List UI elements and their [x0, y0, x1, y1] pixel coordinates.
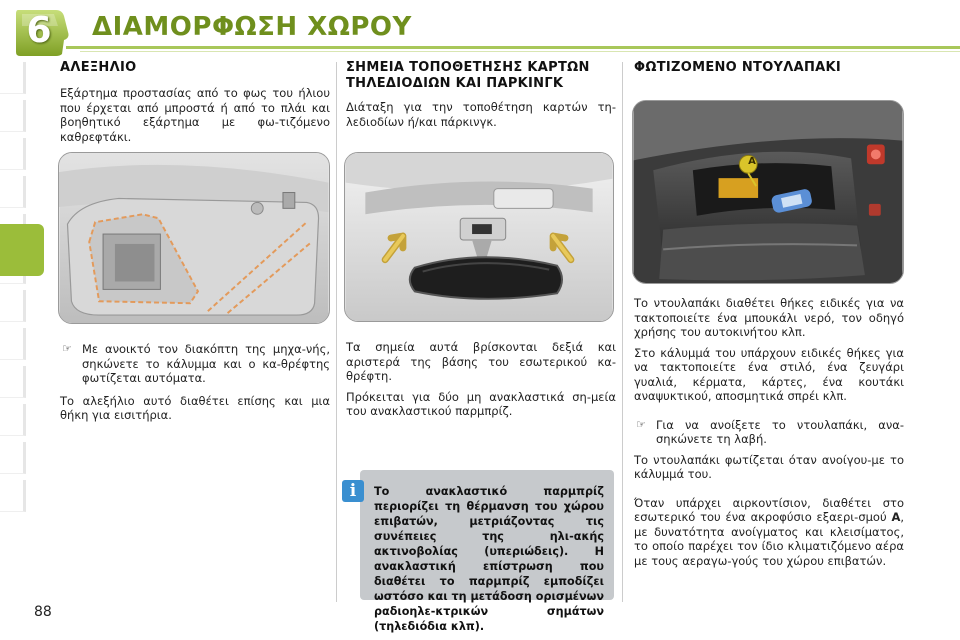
page-number: 88: [34, 604, 52, 620]
toll-card-notes: [346, 340, 616, 419]
vent-label-a: A: [748, 156, 756, 167]
active-chapter-tab: [0, 224, 44, 276]
sun-visor-photo: [58, 152, 330, 324]
toll-card-section: [346, 60, 616, 129]
section-intro: Εξάρτημα προστασίας από το φως του ήλιου που έρχεται από μπροστά ή από το πλάι και βοηθητικό εξάρτημα με φω-τιζόμενο καθρεφτάκι.: [60, 86, 330, 144]
info-icon: i: [342, 480, 364, 502]
column-divider: [336, 62, 337, 602]
sun-visor-notes: [60, 342, 330, 423]
chapter-tab: [0, 290, 26, 322]
bullet-item: [634, 418, 904, 447]
section-heading: ΦΩΤΙΖΟΜΕΝΟ ΝΤΟΥΛΑΠΑΚΙ: [634, 60, 842, 75]
header-rule: [66, 46, 960, 49]
page-title: ΔΙΑΜΟΡΦΩΣΗ ΧΩΡΟΥ: [92, 12, 412, 42]
paragraph: [634, 496, 904, 569]
section-heading: ΑΛΕΞΗΛΙΟ: [60, 60, 137, 75]
paragraph: Τα σημεία αυτά βρίσκονται δεξιά και αριστερά της βάσης του εσωτερικού κα-θρέφτη.: [346, 340, 616, 383]
pointing-hand-icon: ☞: [636, 417, 646, 431]
glovebox-photo: [632, 100, 904, 284]
bullet-text: Για να ανοίξετε το ντουλαπάκι, ανα-σηκώνετε τη λαβή.: [656, 417, 904, 446]
pointing-hand-icon: ☞: [62, 342, 72, 355]
glovebox-notes: [634, 296, 904, 568]
chapter-tab: [0, 100, 26, 132]
chapter-tab: [0, 480, 26, 512]
chapter-tab: [0, 62, 26, 94]
rearview-mirror-photo: [344, 152, 614, 322]
chapter-tab-strip: [0, 62, 30, 518]
paragraph: Το ντουλαπάκι διαθέτει θήκες ειδικές για να τακτοποιείτε ένα μπουκάλι νερό, τον οδηγό χρήσης του αυτοκινήτου κλπ.: [634, 296, 904, 339]
chapter-number: 6: [26, 10, 52, 51]
section-heading: ΣΗΜΕΙΑ ΤΟΠΟΘΕΤΗΣΗΣ ΚΑΡΤΩΝ ΤΗΛΕΔΙΟΔΙΩΝ ΚΑΙ ΠΑΡΚΙΝΓΚ: [346, 60, 590, 91]
glovebox-section: [634, 60, 904, 76]
section-intro: Διάταξη για την τοποθέτηση καρτών τη-λεδιοδίων ή/και πάρκινγκ.: [346, 100, 616, 129]
info-text: Το ανακλαστικό παρμπρίζ περιορίζει τη θέρμανση του χώρου επιβατών, μετριάζοντας τις συνέπειες της ηλι-ακής ακτινοβολίας (υπεριώδεις). Η ανακλαστική επίστρωση που διαθέτει το παρμπρίζ εμποδίζει ωστόσο και τη μετάδοση ορισμένων ραδιοηλε-κτρικών σημάτων (τηλεδιόδια κλπ).: [374, 485, 604, 633]
chapter-tab: [0, 442, 26, 474]
chapter-tab: [0, 176, 26, 208]
paragraph: Το αλεξήλιο αυτό διαθέτει επίσης και μια θήκη για εισιτήρια.: [60, 393, 330, 422]
paragraph: Στο κάλυμμά του υπάρχουν ειδικές θήκες για να τακτοποιείτε ένα στιλό, ένα ζευγάρι γυαλιά, κέρματα, κάρτες, ένα κουτάκι αναψυκτικού, αποσμητικά σπρέι κλπ.: [634, 345, 904, 403]
paragraph: Το ντουλαπάκι φωτίζεται όταν ανοίγου-με το κάλυμμά του.: [634, 452, 904, 481]
info-box: [360, 470, 614, 633]
header-rule-thin: [80, 51, 960, 52]
chapter-tab: [0, 366, 26, 398]
bullet-text: Με ανοικτό τον διακόπτη της μηχα-νής, σηκώνετε το κάλυμμα και ο κα-θρέφτης φωτίζεται αυτόματα.: [82, 342, 330, 385]
paragraph-text: Όταν υπάρχει αιρκοντίσιον, διαθέτει στο εσωτερικό του ένα ακροφύσιο εξαερι-σμού: [634, 495, 904, 524]
vent-reference: A: [891, 510, 901, 524]
chapter-tab: [0, 138, 26, 170]
chapter-tab: [0, 404, 26, 436]
column-divider: [622, 62, 623, 602]
bullet-item: [60, 342, 330, 386]
sun-visor-section: [60, 60, 330, 144]
chapter-tab: [0, 328, 26, 360]
paragraph-text: , με δυνατότητα ανοίγματος και κλεισίματος, το οποίο παρέχει τον ίδιο κλιματιζόμενο αέρα με τους αεραγω-γούς του χώρου επιβατών.: [634, 510, 904, 568]
paragraph: Πρόκειται για δύο μη ανακλαστικά ση-μεία του ανακλαστικού παρμπρίζ.: [346, 389, 616, 418]
